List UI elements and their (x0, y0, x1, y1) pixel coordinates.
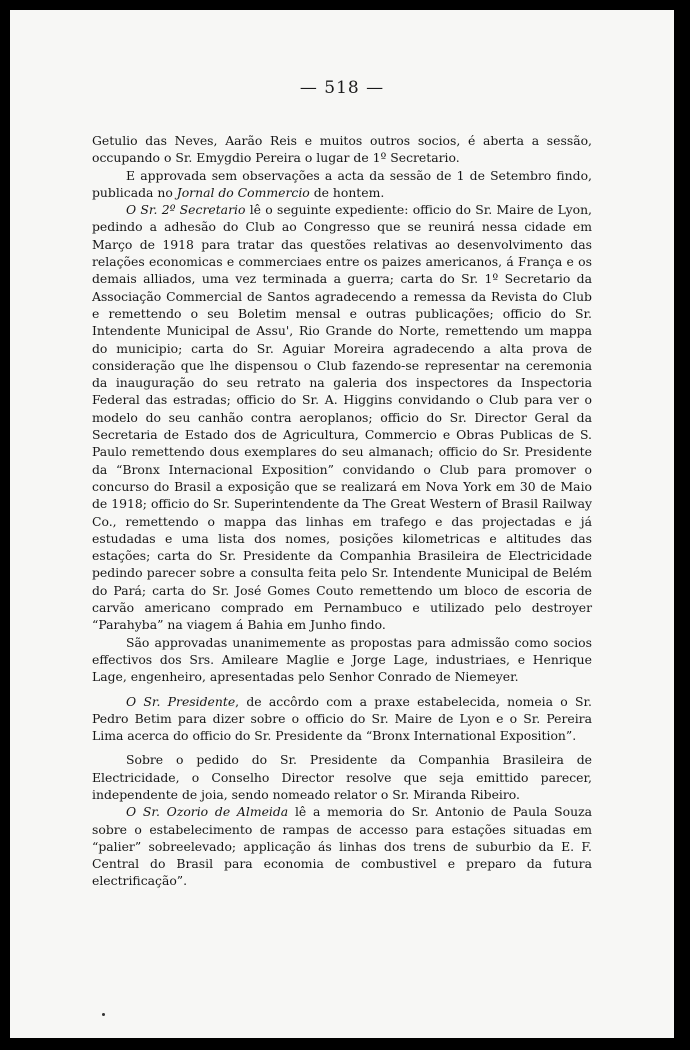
paragraph (92, 132, 592, 167)
text-run: Sobre o pedido do Sr. Presidente da Companhia Brasileira de Electricidade, o Conselho Director resolve que seja emittido parecer, independente de joia, sendo nomeado relator o Sr. Miranda Ribeiro. (92, 752, 592, 802)
italic-run: O Sr. Ozorio de Almeida (126, 804, 289, 820)
paragraph (92, 201, 592, 633)
paragraph (92, 693, 592, 745)
document-page (10, 10, 674, 1038)
text-run: , de accôrdo com a praxe estabelecida, nomeia o Sr. Pedro Betim para dizer sobre o officio do Sr. Maire de Lyon e o Sr. Pereira Lima acerca do officio do Sr. Presidente da “Bronx International Exposition”. (92, 693, 592, 744)
text-run: São approvadas unanimemente as propostas para admissão como socios effectivos dos Srs. Amileare Maglie e Jorge Lage, industriaes, e Henrique Lage, engenheiro, apresentadas pelo Senhor Conrado de Niemeyer. (92, 634, 592, 685)
italic-run: O Sr. Presidente (126, 693, 236, 709)
page-number: — 518 — (299, 78, 385, 98)
paragraph (92, 167, 592, 202)
text-run: lê a memoria do Sr. Antonio de Paula Souza sobre o estabelecimento de rampas de accesso para estações situadas em “palier” sobreelevado; applicação ás linhas dos trens de suburbio da E. F. Central do Brasil para economia de combustivel e preparo da futura electrificação”. (92, 804, 592, 889)
italic-run: Jornal do Commercio (176, 184, 310, 200)
italic-run: O Sr. 2º Secretario (126, 202, 246, 218)
document-body (92, 132, 592, 890)
text-run: E approvada sem observações a acta da sessão de 1 de Setembro findo, publicada no (92, 167, 592, 200)
text-run: Getulio das Neves, Aarão Reis e muitos outros socios, é aberta a sessão, occupando o Sr. Emygdio Pereira o lugar de 1º Secretario. (92, 133, 592, 166)
text-run: de hontem. (309, 184, 385, 200)
paragraph (92, 803, 592, 889)
paragraph (92, 634, 592, 686)
paragraph (92, 751, 592, 803)
ink-speck (102, 1013, 105, 1016)
text-run: lê o seguinte expediente: officio do Sr. Maire de Lyon, pedindo a adhesão do Club ao Congresso que se reunirá nessa cidade em Março de 1918 para tratar das questões relativas ao desenvolvimento das relações economicas e commerciaes entre os paizes americanos, á França e os demais alliados, uma vez terminada a guerra; carta do Sr. 1º Secretario da Associação Commercial de Santos agradecendo a remessa da Revista do Club e remettendo o seu Boletim mensal e outras publicações; officio do Sr. Intendente Municipal de Assu', Rio Grande do Norte, remettendo um mappa do municipio; carta do Sr. Aguiar Moreira agradecendo a alta prova de consideração que lhe dispensou o Club fazendo-se representar na ceremonia da inauguração do seu retrato na galeria dos inspectores da Inspectoria Federal das estradas; officio do Sr. A. Higgins convidando o Club para ver o modelo do seu canhão contra aeroplanos; officio do Sr. Director Geral da Secretaria de Estado dos de Agricultura, Commercio e Obras Publicas de S. Paulo remettendo dous exemplares do seu almanach; officio do Sr. Presidente da “Bronx Internacional Exposition” convidando o Club para promover o concurso do Brasil a exposição que se realizará em Nova York em 30 de Maio de 1918; officio do Sr. Superintendente da The Great Western of Brasil Railway Co., remettendo o mappa das linhas em trafego e das projectadas e já estudadas e uma lista dos nomes, posições kilometricas e altitudes das estações; carta do Sr. Presidente da Companhia Brasileira de Electricidade pedindo parecer sobre a consulta feita pelo Sr. Intendente Municipal de Belém do Pará; carta do Sr. José Gomes Couto remettendo um bloco de escoria de carvão americano comprado em Pernambuco e utilizado pelo destroyer “Parahyba” na viagem á Bahia em Junho findo. (92, 202, 592, 633)
